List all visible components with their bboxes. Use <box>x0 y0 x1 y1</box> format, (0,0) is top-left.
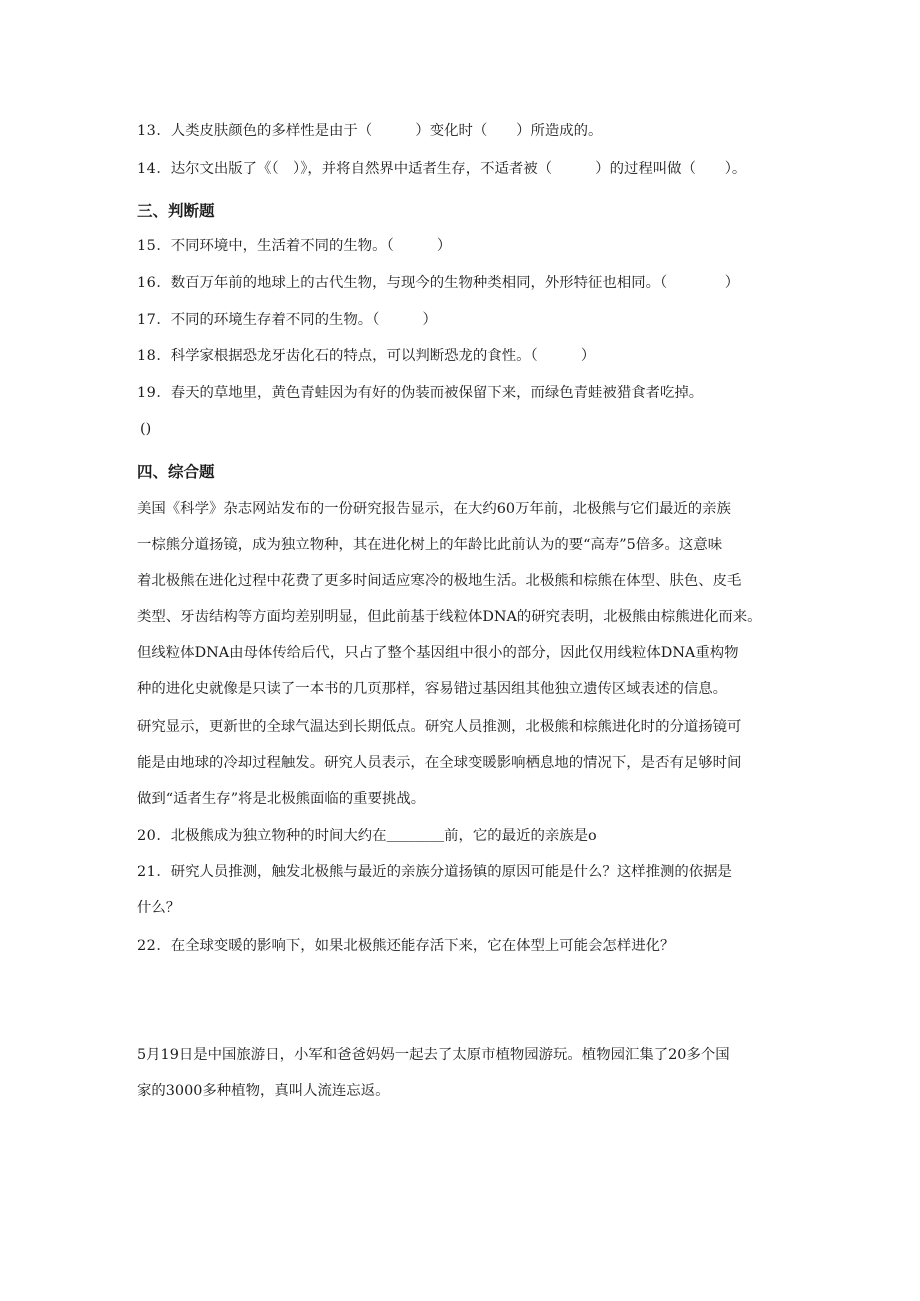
question-text: ．在全球变暖的影响下，如果北极熊还能存活下来，它在体型上可能会怎样进化？ <box>156 938 675 954</box>
question-21 <box>137 862 732 882</box>
passage-line: 做到“适者生存”将是北极熊面临的重要挑战。 <box>137 791 426 807</box>
question-text: ．达尔文出版了《（ ）》，并将自然界中适者生存，不适者被（ ）的过程叫做（ ）。 <box>156 161 747 177</box>
question-text: ．不同环境中，生活着不同的生物。（ ） <box>156 238 452 254</box>
question-number: 17 <box>137 312 157 328</box>
question-number: 16 <box>137 275 157 291</box>
question-number: 14 <box>137 161 157 177</box>
passage-line: 但线粒体DNA由母体传给后代，只占了整个基因组中很小的部分，因此仅用线粒体DNA重构物 <box>137 645 739 661</box>
question-number: 13 <box>137 123 157 139</box>
question-number: 18 <box>137 348 157 364</box>
section-3-title: 三、判断题 <box>137 202 215 220</box>
section-4-title: 四、综合题 <box>137 463 215 481</box>
passage-line: 研究显示，更新世的全球气温达到长期低点。研究人员推测，北极熊和棕熊进化时的分道扬镜可 <box>137 719 742 735</box>
question-18 <box>137 346 595 366</box>
question-number: 19 <box>137 385 157 401</box>
passage-line: 种的进化史就像是只读了一本书的几页那样，容易错过基因组其他独立遗传区域表述的信息。 <box>137 681 728 697</box>
passage-line: 能是由地球的冷却过程触发。研究人员表示，在全球变暖影响栖息地的情况下，是否有足够时间 <box>137 755 742 771</box>
question-number: 22 <box>137 938 157 954</box>
question-14 <box>137 159 746 179</box>
question-text: ．人类皮肤颜色的多样性是由于（ ）变化时（ ）所造成的。 <box>156 123 603 139</box>
question-19-answer-paren: () <box>140 421 152 437</box>
passage-line: 类型、牙齿结构等方面均差别明显，但此前基于线粒体DNA的研究表明，北极熊由棕熊进化而来。 <box>137 609 762 625</box>
question-text: ．科学家根据恐龙牙齿化石的特点，可以判断恐龙的食性。（ ） <box>156 348 596 364</box>
question-22 <box>137 936 674 956</box>
question-text: ．不同的环境生存着不同的生物。（ ） <box>156 312 437 328</box>
question-13 <box>137 121 602 141</box>
question-17 <box>137 310 437 330</box>
question-21-continuation: 什么？ <box>137 900 181 916</box>
question-19 <box>137 383 703 403</box>
passage-line: 着北极熊在进化过程中花费了更多时间适应寒冷的极地生活。北极熊和棕熊在体型、肤色、皮毛 <box>137 573 742 589</box>
final-passage-line: 5月19日是中国旅游日，小军和爸爸妈妈一起去了太原市植物园游玩。植物园汇集了20多个国 <box>137 1047 730 1063</box>
question-text: ．北极熊成为独立物种的时间大约在＿＿＿＿前，它的最近的亲族是o <box>156 828 597 844</box>
question-number: 20 <box>137 828 157 844</box>
passage-line: 一棕熊分道扬镜，成为独立物种，其在进化树上的年龄比此前认为的要“高寿”5倍多。这意味 <box>137 537 723 553</box>
question-15 <box>137 236 451 256</box>
question-16 <box>137 273 739 293</box>
question-20 <box>137 826 597 846</box>
question-text: ．春天的草地里，黄色青蛙因为有好的伪装而被保留下来，而绿色青蛙被猎食者吃掉。 <box>156 385 704 401</box>
passage-line: 美国《科学》杂志网站发布的一份研究报告显示，在大约60万年前，北极熊与它们最近的亲族 <box>137 501 731 517</box>
question-number: 15 <box>137 238 157 254</box>
question-text: ．研究人员推测，触发北极熊与最近的亲族分道扬镇的原因可能是什么？这样推测的依据是 <box>156 864 732 880</box>
question-text: ．数百万年前的地球上的古代生物，与现今的生物种类相同，外形特征也相同。（ ） <box>156 275 740 291</box>
question-number: 21 <box>137 864 157 880</box>
final-passage-line: 家的3000多种植物，真叫人流连忘返。 <box>137 1083 390 1099</box>
